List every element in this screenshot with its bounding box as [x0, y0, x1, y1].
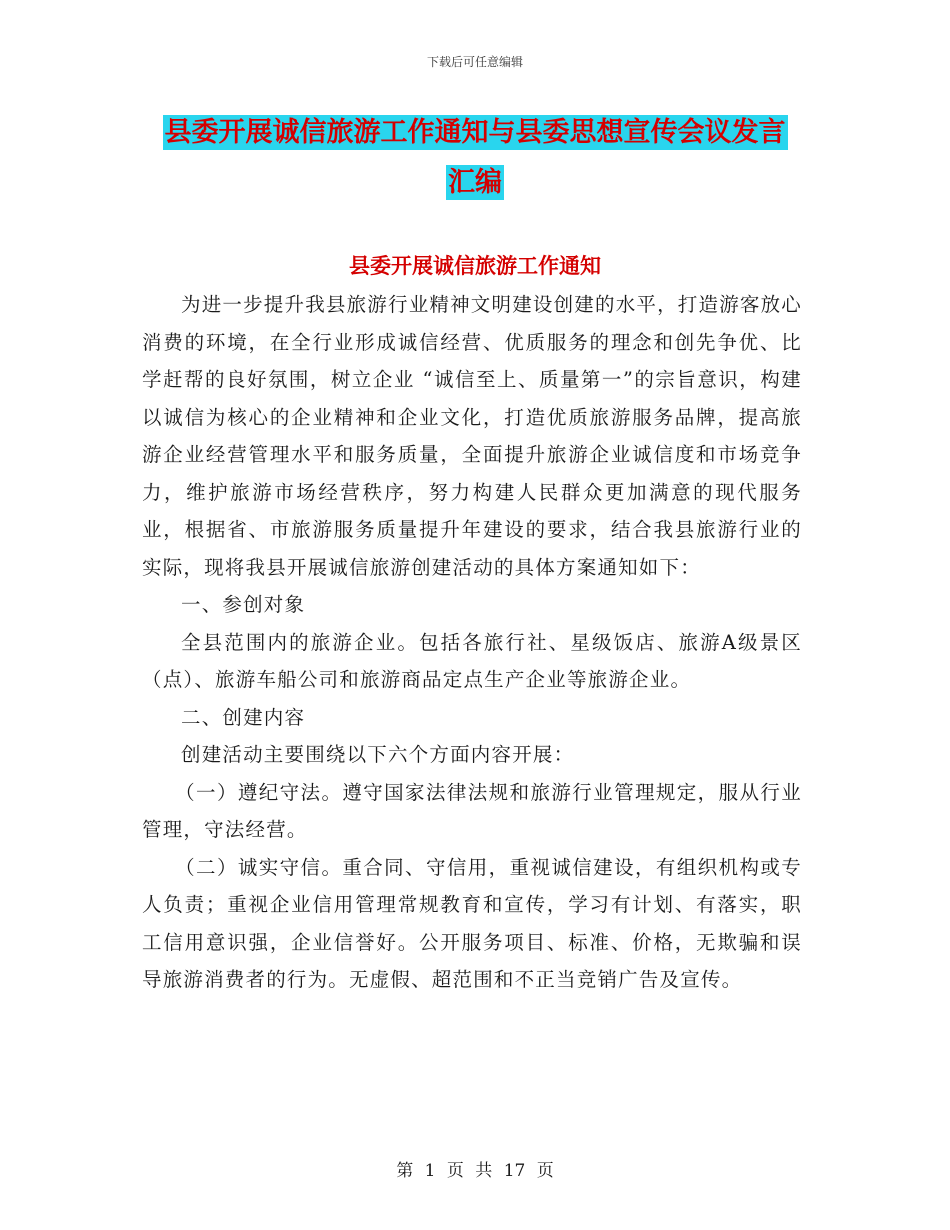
heading-participants: 一、参创对象: [181, 593, 306, 616]
paragraph-item-1: （一）遵纪守法。遵守国家法律法规和旅游行业管理规定，服从行业管理，守法经营。: [142, 780, 802, 841]
paragraph-item-2: （二）诚实守信。重合同、守信用，重视诚信建设，有组织机构或专人负责；重视企业信用管理常规教育和宣传，学习有计划、有落实，职工信用意识强，企业信誉好。公开服务项目、标准、价格，无欺骗和误导旅游消费者的行为。无虚假、超范围和不正当竞销广告及宣传。: [142, 855, 802, 991]
paragraph-participants: 全县范围内的旅游企业。包括各旅行社、星级饭店、旅游A级景区（点）、旅游车船公司和旅游商品定点生产企业等旅游企业。: [142, 630, 802, 691]
paragraph-intro: 为进一步提升我县旅游行业精神文明建设创建的水平，打造游客放心消费的环境，在全行业形成诚信经营、优质服务的理念和创先争优、比学赶帮的良好氛围，树立企业 “诚信至上、质量第一”的宗旨意识，构建以诚信为核心的企业精神和企业文化，打造优质旅游服务品牌，提高旅游企业经营管理水平和服务质量，全面提升旅游企业诚信度和市场竞争力，维护旅游市场经营秩序，努力构建人民群众更加满意的现代服务业，根据省、市旅游服务质量提升年建设的要求，结合我县旅游行业的实际，现将我县开展诚信旅游创建活动的具体方案通知如下：: [142, 293, 803, 579]
document-title: [0, 108, 950, 208]
page-header-note: 下载后可任意编辑: [426, 55, 523, 69]
document-title-line-2: 汇编: [448, 167, 502, 198]
document-title-line-1: 县委开展诚信旅游工作通知与县委思想宣传会议发言: [164, 117, 786, 148]
document-body: [142, 286, 802, 999]
page-footer: 第 1 页 共 17 页: [396, 1161, 554, 1181]
paragraph-content-intro: 创建活动主要围绕以下六个方面内容开展：: [181, 743, 575, 766]
section-title: 县委开展诚信旅游工作通知: [349, 254, 601, 278]
heading-content: 二、创建内容: [181, 705, 306, 729]
